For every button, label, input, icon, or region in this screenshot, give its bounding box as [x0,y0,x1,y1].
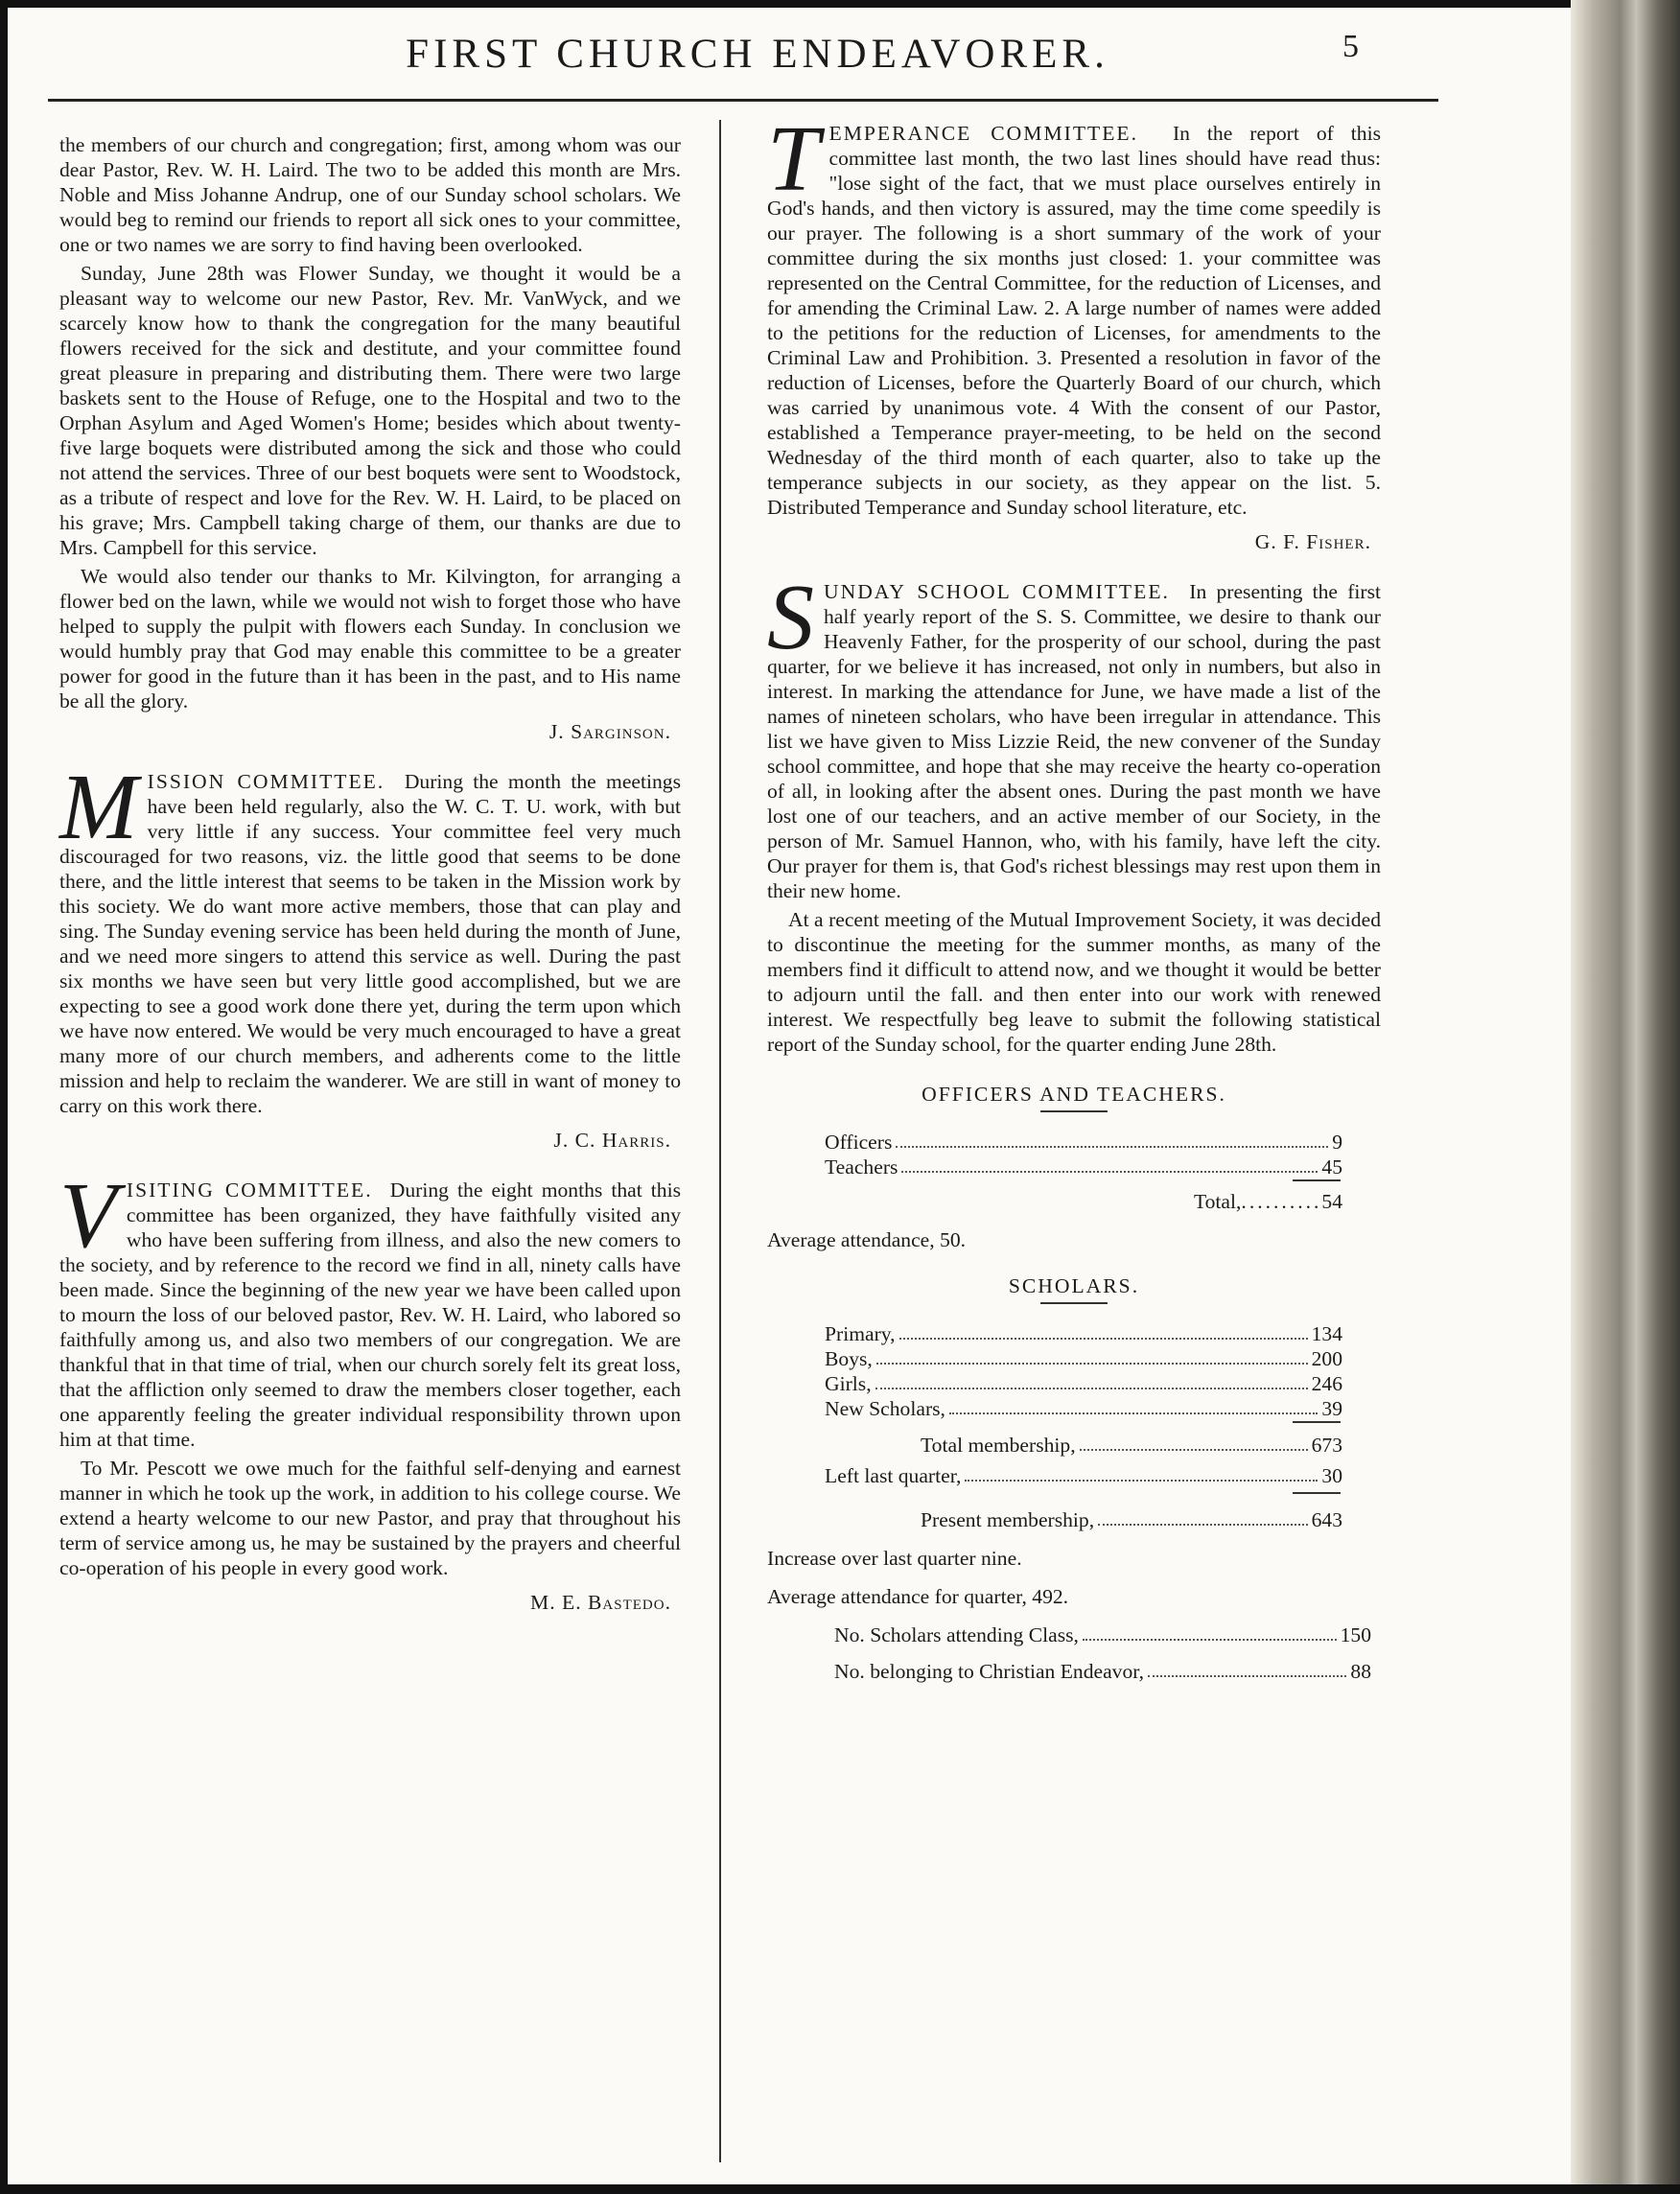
row-label: Girls, [825,1372,872,1395]
sunday-dropcap: S [767,566,814,669]
endeavor-row [834,1659,1371,1684]
officers-heading-rule [1040,1110,1108,1112]
row-label: Left last quarter, [825,1464,962,1487]
total-label: Total, [1193,1190,1242,1213]
mission-dropcap: M [59,756,138,859]
temperance-heading: EMPERANCE COMMITTEE. [828,122,1139,145]
left-column [59,132,681,1640]
present-membership-row [921,1507,1342,1532]
book-spine [1571,0,1680,2194]
visiting-body-2: To Mr. Pescott we owe much for the faithful self-denying and earnest manner in which he took up the work, in addition to his college course. We extend a hearty welcome to our new Pastor, and pray that throughout his term of service among us, he may be sustained by the prayers and cheerful co-operation of his people in every good work. [59,1457,681,1579]
row-label: No. belonging to Christian Endeavor, [834,1660,1144,1683]
average-quarter-line: Average attendance for quarter, 492. [767,1585,1069,1608]
row-value: 673 [1311,1434,1342,1457]
sum-rule [1293,1179,1341,1181]
row-label: Total membership, [921,1434,1076,1457]
row-value: 200 [1311,1347,1342,1370]
right-column [767,107,1381,1695]
intro-paragraph-1: the members of our church and congregation; first, among whom was our dear Pastor, Rev. W. H. Laird. The two to be added this month are Mrs. Noble and Miss Johanne Andrup, one of our Sunday school scholars. We would beg to remind our friends to report all sick ones to your committee, one or two names we are sorry to find having been overlooked. [59,133,681,256]
row-value: 246 [1311,1372,1342,1395]
visiting-signature: M. E. Bastedo. [530,1591,671,1614]
table-row [825,1155,1342,1179]
row-value: 30 [1321,1464,1342,1487]
scholars-table [825,1321,1342,1421]
row-value: 150 [1340,1623,1371,1646]
visiting-heading: ISITING COMMITTEE. [126,1179,373,1202]
average-attendance: Average attendance, 50. [767,1228,967,1251]
scholars-heading-rule [1040,1302,1108,1304]
visiting-committee-section [59,1164,681,1615]
scan-border-top [0,0,1680,8]
row-label: Boys, [825,1347,873,1370]
scan-border-left [0,0,8,2194]
visiting-dropcap: V [59,1164,117,1268]
header-rule [48,99,1438,102]
row-value: 39 [1321,1397,1342,1420]
intro-paragraph-2: Sunday, June 28th was Flower Sunday, we thought it would be a pleasant way to welcome our new Pastor, Rev. Mr. VanWyck, and we scarcely know how to thank the congregation for the many beautiful flowers received for the sick and destitute, and your committee found great pleasure in preparing and distributing them. There were two large baskets sent to the House of Refuge, one to the Hospital and two to the Orphan Asylum and Aged Women's Home; besides which about twenty-five large boquets were distributed among the sick and those who could not attend the services. Three of our best boquets were sent to Woodstock, as a tribute of respect and love for the Rev. W. H. Laird, to be placed on his grave; Mrs. Campbell taking charge of them, our thanks are due to Mrs. Campbell for this service. [59,262,681,559]
scholars-heading: SCHOLARS. [1008,1274,1140,1297]
visiting-body: During the eight months that this committee has been organized, they have faithfully visited any who have been suffering from illness, and also the new comers to the society, and by reference to the record we find in all, ninety calls have been made. Since the beginning of the new year we have been called upon to mourn the loss of our beloved pastor, Rev. W. H. Laird, who labored so faithfully among us, and also two members of our congregation. We are thankful that in that time of trial, when our church sorely felt its great loss, that the affliction only seemed to draw the members closer together, each one apparently feeling the greater individual responsibility thrown upon him at that time. [59,1179,681,1451]
sunday-body: In presenting the first half yearly report of the S. S. Committee, we desire to thank our Heavenly Father, for the prosperity of our school, during the past quarter, for we believe it has increased, not only in numbers, but also in interest. In marking the attendance for June, we have made a list of the names of nineteen scholars, who have been irregular in attendance. This list we have given to Miss Lizzie Reid, the new convener of the Sunday school committee, and hope that she may receive the hearty co-operation of all, in looking after the absent ones. During the past month we have lost one of our teachers, and an active member of our Society, in the person of Mr. Samuel Hannon, who, with his family, have left the city. Our prayer for them is, that God's richest blessings may rest upon them in their new home. [767,580,1381,902]
temperance-body: In the report of this committee last month, the two last lines should have read thus: "lose sight of the fact, that we must place ourselves entirely in God's hands, and then victory is assured, may the time come speedily is our prayer. The following is a short summary of the work of your committee during the six months just closed: 1. your committee was represented on the Central Committee, for the reduction of Licenses, and for amending the Criminal Law. 2. A large number of names were added to the petitions for the reduction of Licenses, for amendments to the Criminal Law and Prohibition. 3. Presented a resolution in favor of the reduction of Licenses, before the Quarterly Board of our church, which was carried by unanimous vote. 4 With the consent of our Pastor, established a Temperance prayer-meeting, to be held on the second Wednesday of the third month of each quarter, also to take up the temperance subjects in our society, as they appear on the list. 5. Distributed Temperance and Sunday school literature, etc. [767,122,1381,519]
total-value: 54 [1321,1190,1342,1213]
row-label: New Scholars, [825,1397,945,1420]
increase-line: Increase over last quarter nine. [767,1547,1022,1570]
left-last-quarter-row [825,1463,1342,1488]
sum-rule [1293,1492,1341,1494]
page-title: FIRST CHURCH ENDEAVORER. [406,32,1109,77]
table-row [825,1321,1342,1346]
row-label: Present membership, [921,1508,1095,1531]
sum-rule [1293,1421,1341,1423]
page-number: 5 [1342,29,1359,64]
temperance-signature: G. F. Fisher. [1254,530,1371,553]
mission-heading: ISSION COMMITTEE. [147,770,385,793]
officers-heading: OFFICERS AND TEACHERS. [922,1083,1226,1106]
sunday-school-committee-section [767,566,1381,1061]
mission-body: During the month the meetings have been held regularly, also the W. C. T. U. work, with but very little if any success. Your committee feel very much discouraged for two reasons, viz. the little good that seems to be done there, and the little interest that seems to be taken in the Mission work by this society. We do want more active members, those that can play and sing. The Sunday evening service has been held during the month of June, and we need more singers to attend this service as well. During the past six months we have seen but very little good accomplished, but we are expecting to see a good work done there yet, during the term upon which we have now entered. We would be very much encouraged to have a great many more of our church members, and adherents come to the little mission and help to reclaim the wanderer. We are still in want of money to carry on this work there. [59,770,681,1117]
temperance-dropcap: T [767,107,820,211]
total-membership-row [921,1433,1342,1458]
row-label: Officers [825,1131,893,1154]
intro-signature: J. Sarginson. [548,720,671,743]
sunday-body-2: At a recent meeting of the Mutual Improvement Society, it was decided to discontinue the meeting for the summer months, as many of the members find it difficult to attend now, and we thought it would be better to adjourn until the fall. and then enter into our work with renewed interest. We respectfully beg leave to submit the following statistical report of the Sunday school, for the quarter ending June 28th. [767,908,1381,1056]
row-label: Primary, [825,1322,896,1345]
row-value: 134 [1311,1322,1342,1345]
row-value: 45 [1321,1155,1342,1179]
row-label: Teachers [825,1155,898,1179]
table-row [825,1130,1342,1155]
table-row [825,1371,1342,1396]
class-row [834,1622,1371,1647]
row-value: 9 [1332,1131,1342,1154]
table-row [825,1346,1342,1371]
officers-table [825,1130,1342,1179]
officers-total-row: Total, .......... 54 [1193,1190,1342,1213]
mission-committee-section [59,756,681,1153]
row-label: No. Scholars attending Class, [834,1623,1079,1646]
scan-border-bottom [0,2184,1680,2194]
row-value: 643 [1311,1508,1342,1531]
column-divider [719,120,721,2162]
sunday-heading: UNDAY SCHOOL COMMITTEE. [824,580,1170,603]
row-value: 88 [1350,1660,1371,1683]
temperance-committee-section [767,107,1381,554]
mission-signature: J. C. Harris. [553,1129,671,1152]
intro-paragraph-3: We would also tender our thanks to Mr. Kilvington, for arranging a flower bed on the lawn, while we would not wish to forget those who have helped to supply the pulpit with flowers each Sunday. In conclusion we would humbly pray that God may enable this committee to be a greater power for good in the future than it has been in the past, and to His name be all the glory. [59,565,681,712]
table-row [825,1396,1342,1421]
